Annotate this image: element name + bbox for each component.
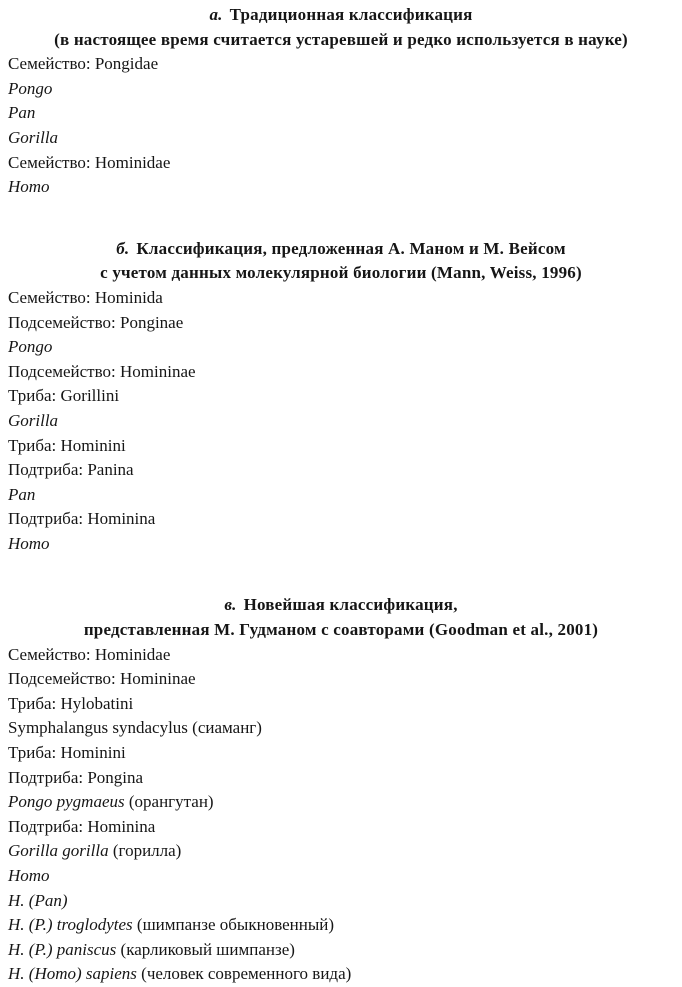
taxon-line	[8, 360, 674, 385]
common-name: (человек современного вида)	[136, 964, 352, 984]
latin-name: Pan	[8, 484, 36, 504]
section-a-label: а.	[209, 5, 223, 24]
section-b-heading-line1	[8, 237, 674, 262]
line-text: Подтриба: Hominina	[8, 816, 156, 836]
taxon-line	[8, 483, 674, 508]
latin-name: Pongo	[8, 78, 53, 98]
taxon-line	[8, 458, 674, 483]
latin-name: Gorilla gorilla	[8, 841, 109, 861]
section-b	[8, 237, 674, 557]
taxon-line	[8, 790, 674, 815]
taxon-line	[8, 126, 674, 151]
common-name: (орангутан)	[124, 792, 214, 812]
section-a-title: Традиционная классификация	[229, 5, 473, 24]
taxon-line	[8, 77, 674, 102]
line-text: Подсемейство: Homininae	[8, 361, 196, 381]
section-b-heading-line2	[8, 261, 674, 286]
latin-name: Homo	[8, 533, 50, 553]
taxon-line	[8, 335, 674, 360]
taxon-line	[8, 766, 674, 791]
latin-name: Pongo	[8, 337, 53, 357]
section-a-heading-line1	[8, 3, 674, 28]
line-text: Семейство: Pongidae	[8, 54, 159, 74]
latin-name: Homo	[8, 866, 50, 885]
latin-name: Pan	[8, 103, 36, 123]
taxon-line	[8, 175, 674, 200]
section-b-label: б.	[116, 238, 130, 258]
taxon-line	[8, 938, 674, 963]
section-a-heading-line2	[8, 28, 674, 53]
line-text: Семейство: Hominida	[8, 287, 163, 307]
taxon-line	[8, 409, 674, 434]
taxon-line	[8, 839, 674, 864]
taxon-line	[8, 286, 674, 311]
common-name: (шимпанзе обыкновенный)	[132, 915, 335, 935]
taxon-line	[8, 667, 674, 692]
common-name: (карликовый шимпанзе)	[116, 939, 295, 959]
taxon-line	[8, 889, 674, 914]
section-c-title: Новейшая классификация,	[243, 595, 458, 615]
taxon-line	[8, 52, 674, 77]
line-text: Подсемейство: Ponginae	[8, 312, 184, 332]
section-a	[8, 3, 674, 200]
section-c-heading-line1	[8, 593, 674, 618]
line-text: Подсемейство: Homininae	[8, 669, 196, 689]
section-c-label: в.	[224, 595, 237, 615]
latin-name: H. (Homo) sapiens	[8, 964, 137, 984]
line-text: Триба: Hominini	[8, 743, 126, 763]
line-text: Триба: Hylobatini	[8, 693, 134, 713]
line-text: Подтриба: Hominina	[8, 509, 156, 529]
section-b-subtitle: с учетом данных молекулярной биологии (Mann, Weiss, 1996)	[100, 263, 582, 283]
section-c	[8, 593, 674, 987]
taxon-line	[8, 692, 674, 717]
taxon-line	[8, 532, 674, 557]
line-text: Подтриба: Pongina	[8, 767, 144, 787]
section-b-title: Классификация, предложенная А. Маном и М. Вейсом	[136, 238, 566, 258]
taxon-line	[8, 962, 674, 987]
latin-name: Pongo pygmaeus	[8, 792, 125, 812]
section-c-subtitle: представленная М. Гудманом с соавторами (Goodman et al., 2001)	[83, 620, 599, 640]
line-text: Symphalangus syndacylus (сиаманг)	[8, 718, 262, 738]
latin-name: Gorilla	[8, 410, 59, 430]
latin-name: H. (P.) paniscus	[8, 939, 117, 959]
common-name: (горилла)	[108, 841, 182, 861]
section-a-subtitle: (в настоящее время считается устаревшей и редко используется в науке)	[54, 29, 628, 49]
latin-name: H. (Pan)	[8, 890, 68, 910]
line-text: Триба: Gorillini	[8, 386, 120, 406]
taxon-line	[8, 101, 674, 126]
taxon-line	[8, 913, 674, 938]
taxon-line	[8, 864, 674, 889]
taxon-line	[8, 311, 674, 336]
line-text: Триба: Hominini	[8, 435, 126, 455]
taxon-line	[8, 741, 674, 766]
taxon-line	[8, 434, 674, 459]
section-c-heading-line2	[8, 618, 674, 643]
latin-name: H. (P.) troglodytes	[8, 915, 133, 935]
line-text: Подтриба: Panina	[8, 460, 134, 480]
latin-name: Homo	[8, 177, 50, 197]
latin-name: Gorilla	[8, 127, 59, 147]
taxon-line	[8, 815, 674, 840]
line-text: Семейство: Hominidae	[8, 644, 171, 664]
taxon-line	[8, 716, 674, 741]
taxon-line	[8, 151, 674, 176]
line-text: Семейство: Hominidae	[8, 152, 171, 172]
taxon-line	[8, 507, 674, 532]
taxon-line	[8, 643, 674, 668]
taxon-line	[8, 384, 674, 409]
